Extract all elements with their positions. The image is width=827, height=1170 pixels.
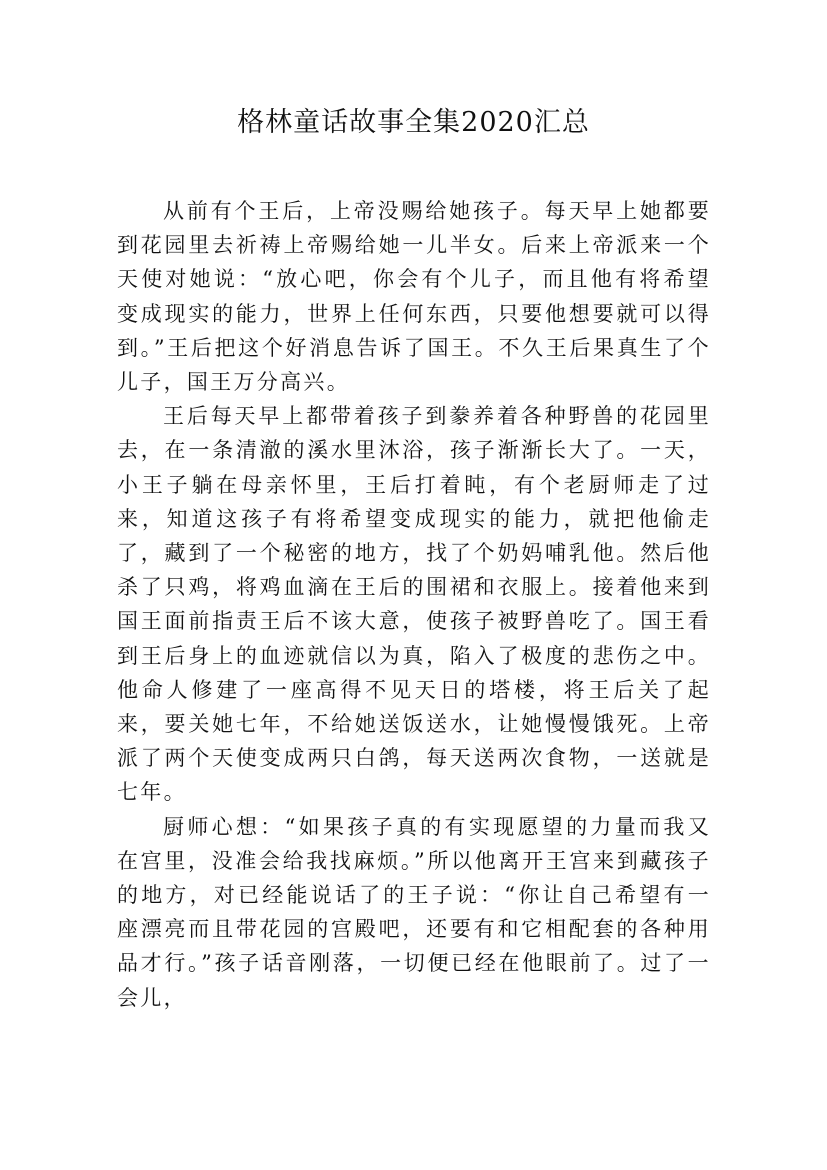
paragraph-1: 从前有个王后，上帝没赐给她孩子。每天早上她都要到花园里去祈祷上帝赐给她一儿半女。后来上帝派来一个天使对她说：“放心吧，你会有个儿子，而且他有将希望变成现实的能力，世界上任何东西，只要他想要就可以得到。”王后把这个好消息告诉了国王。不久王后果真生了个儿子，国王万分高兴。 — [117, 199, 711, 395]
paragraph-3: 厨师心想：“如果孩子真的有实现愿望的力量而我又在宫里，没准会给我找麻烦。”所以他离开王宫来到藏孩子的地方，对已经能说话了的王子说：“你让自己希望有一座漂亮而且带花园的宫殿吧，还要有和它相配套的各种用品才行。”孩子话音刚落，一切便已经在他眼前了。过了一会儿， — [117, 814, 711, 1010]
document-title: 格林童话故事全集2020汇总 — [237, 107, 590, 138]
document-body — [117, 194, 711, 1015]
paragraph-2: 王后每天早上都带着孩子到豢养着各种野兽的花园里去，在一条清澈的溪水里沐浴，孩子渐渐长大了。一天，小王子躺在母亲怀里，王后打着盹，有个老厨师走了过来，知道这孩子有将希望变成现实的能力，就把他偷走了，藏到了一个秘密的地方，找了个奶妈哺乳他。然后他杀了只鸡，将鸡血滴在王后的围裙和衣服上。接着他来到国王面前指责王后不该大意，使孩子被野兽吃了。国王看到王后身上的血迹就信以为真，陷入了极度的悲伤之中。他命人修建了一座高得不见天日的塔楼，将王后关了起来，要关她七年，不给她送饭送水，让她慢慢饿死。上帝派了两个天使变成两只白鸽，每天送两次食物，一送就是七年。 — [117, 404, 711, 805]
